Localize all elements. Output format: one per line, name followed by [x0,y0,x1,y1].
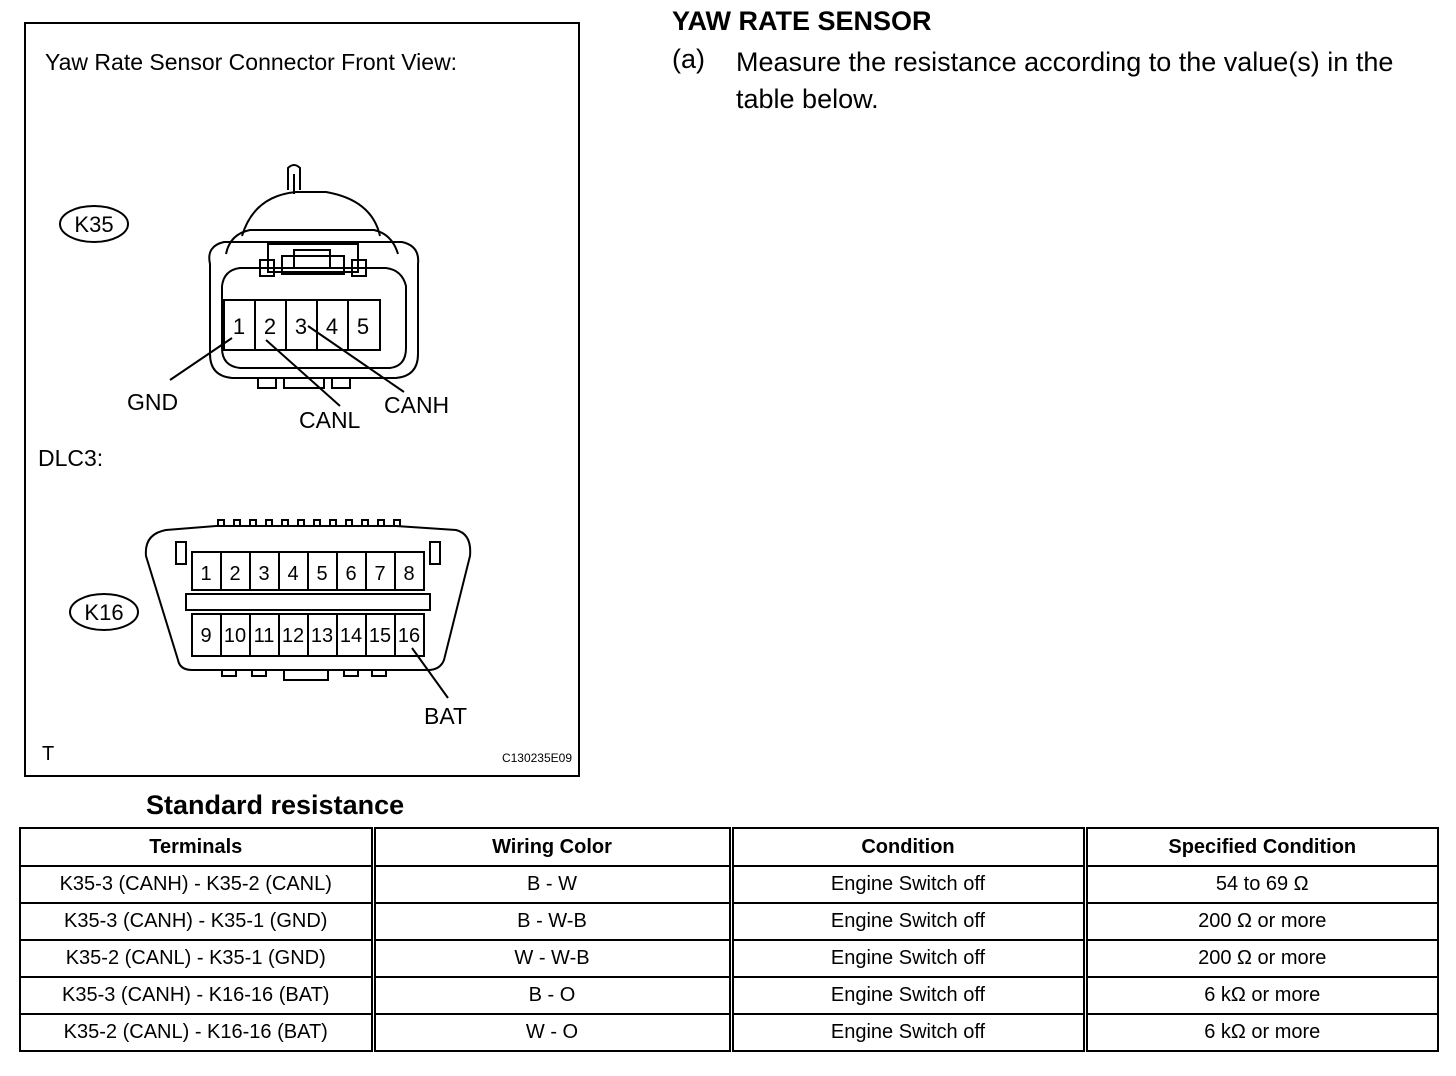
k16-pin-10: 10 [223,625,247,647]
cell-terminals: K35-3 (CANH) - K35-1 (GND) [20,903,373,940]
table-header-row [20,828,1438,866]
cell-condition: Engine Switch off [731,977,1085,1014]
bat-label: BAT [424,703,468,729]
cell-specified-condition: 200 Ω or more [1085,903,1438,940]
column-header-condition: Condition [731,828,1085,866]
cell-condition: Engine Switch off [731,940,1085,977]
table-row [20,940,1438,977]
k35-pin-5: 5 [356,314,370,339]
cell-wiring-color: B - W [373,866,731,903]
cell-wiring-color: W - O [373,1014,731,1051]
column-header-wiring-color: Wiring Color [373,828,731,866]
k35-connector [209,165,418,388]
k16-label: K16 [84,600,124,625]
k16-pin-12: 12 [281,625,305,647]
bat-callout-line [412,648,448,698]
k16-pin-11: 11 [253,625,275,647]
k35-label: K35 [74,212,114,237]
table-row [20,1014,1438,1051]
cell-specified-condition: 200 Ω or more [1085,940,1438,977]
cell-terminals: K35-3 (CANH) - K35-2 (CANL) [20,866,373,903]
k16-pin-15: 15 [368,625,392,647]
cell-terminals: K35-3 (CANH) - K16-16 (BAT) [20,977,373,1014]
cell-condition: Engine Switch off [731,866,1085,903]
k35-pin-4: 4 [325,314,339,339]
cell-wiring-color: B - O [373,977,731,1014]
cell-specified-condition: 54 to 69 Ω [1085,866,1438,903]
table-row [20,866,1438,903]
table-heading: Standard resistance [146,790,405,820]
step-marker: (a) [672,44,705,74]
k35-pin-2: 2 [263,314,277,339]
figure-title: Yaw Rate Sensor Connector Front View: [45,49,458,75]
gnd-label: GND [127,389,179,415]
cell-wiring-color: W - W-B [373,940,731,977]
k16-pin-6: 6 [345,563,357,585]
k16-pin-16: 16 [397,625,421,647]
k16-pin-4: 4 [287,563,299,585]
canl-label: CANL [299,407,361,433]
section-title: YAW RATE SENSOR [672,6,932,36]
cell-terminals: K35-2 (CANL) - K16-16 (BAT) [20,1014,373,1051]
k16-connector [146,520,470,680]
step-text: Measure the resistance according to the value(s) in the table below. [736,47,1394,114]
k16-pin-14: 14 [339,625,363,647]
corner-mark: T [42,743,55,765]
k16-pin-1: 1 [200,563,212,585]
table-row [20,903,1438,940]
k16-pin-7: 7 [374,563,386,585]
cell-specified-condition: 6 kΩ or more [1085,977,1438,1014]
k16-pin-3: 3 [258,563,270,585]
k35-pin-3: 3 [294,314,308,339]
cell-condition: Engine Switch off [731,903,1085,940]
figure-code: C130235E09 [501,751,572,765]
cell-condition: Engine Switch off [731,1014,1085,1051]
k16-pin-5: 5 [316,563,328,585]
k16-pin-9: 9 [200,625,212,647]
canh-label: CANH [384,392,450,418]
k16-pin-8: 8 [403,563,415,585]
cell-specified-condition: 6 kΩ or more [1085,1014,1438,1051]
connector-figure [24,22,580,777]
table-row [20,977,1438,1014]
k16-pin-13: 13 [310,625,334,647]
connector-diagram [26,24,578,775]
column-header-terminals: Terminals [20,828,373,866]
cell-terminals: K35-2 (CANL) - K35-1 (GND) [20,940,373,977]
gnd-callout-line [170,338,232,380]
cell-wiring-color: B - W-B [373,903,731,940]
resistance-table [19,827,1439,1052]
k35-pin-1: 1 [232,314,246,339]
k16-pin-2: 2 [229,563,241,585]
dlc3-label: DLC3: [38,445,104,471]
column-header-specified-condition: Specified Condition [1085,828,1438,866]
